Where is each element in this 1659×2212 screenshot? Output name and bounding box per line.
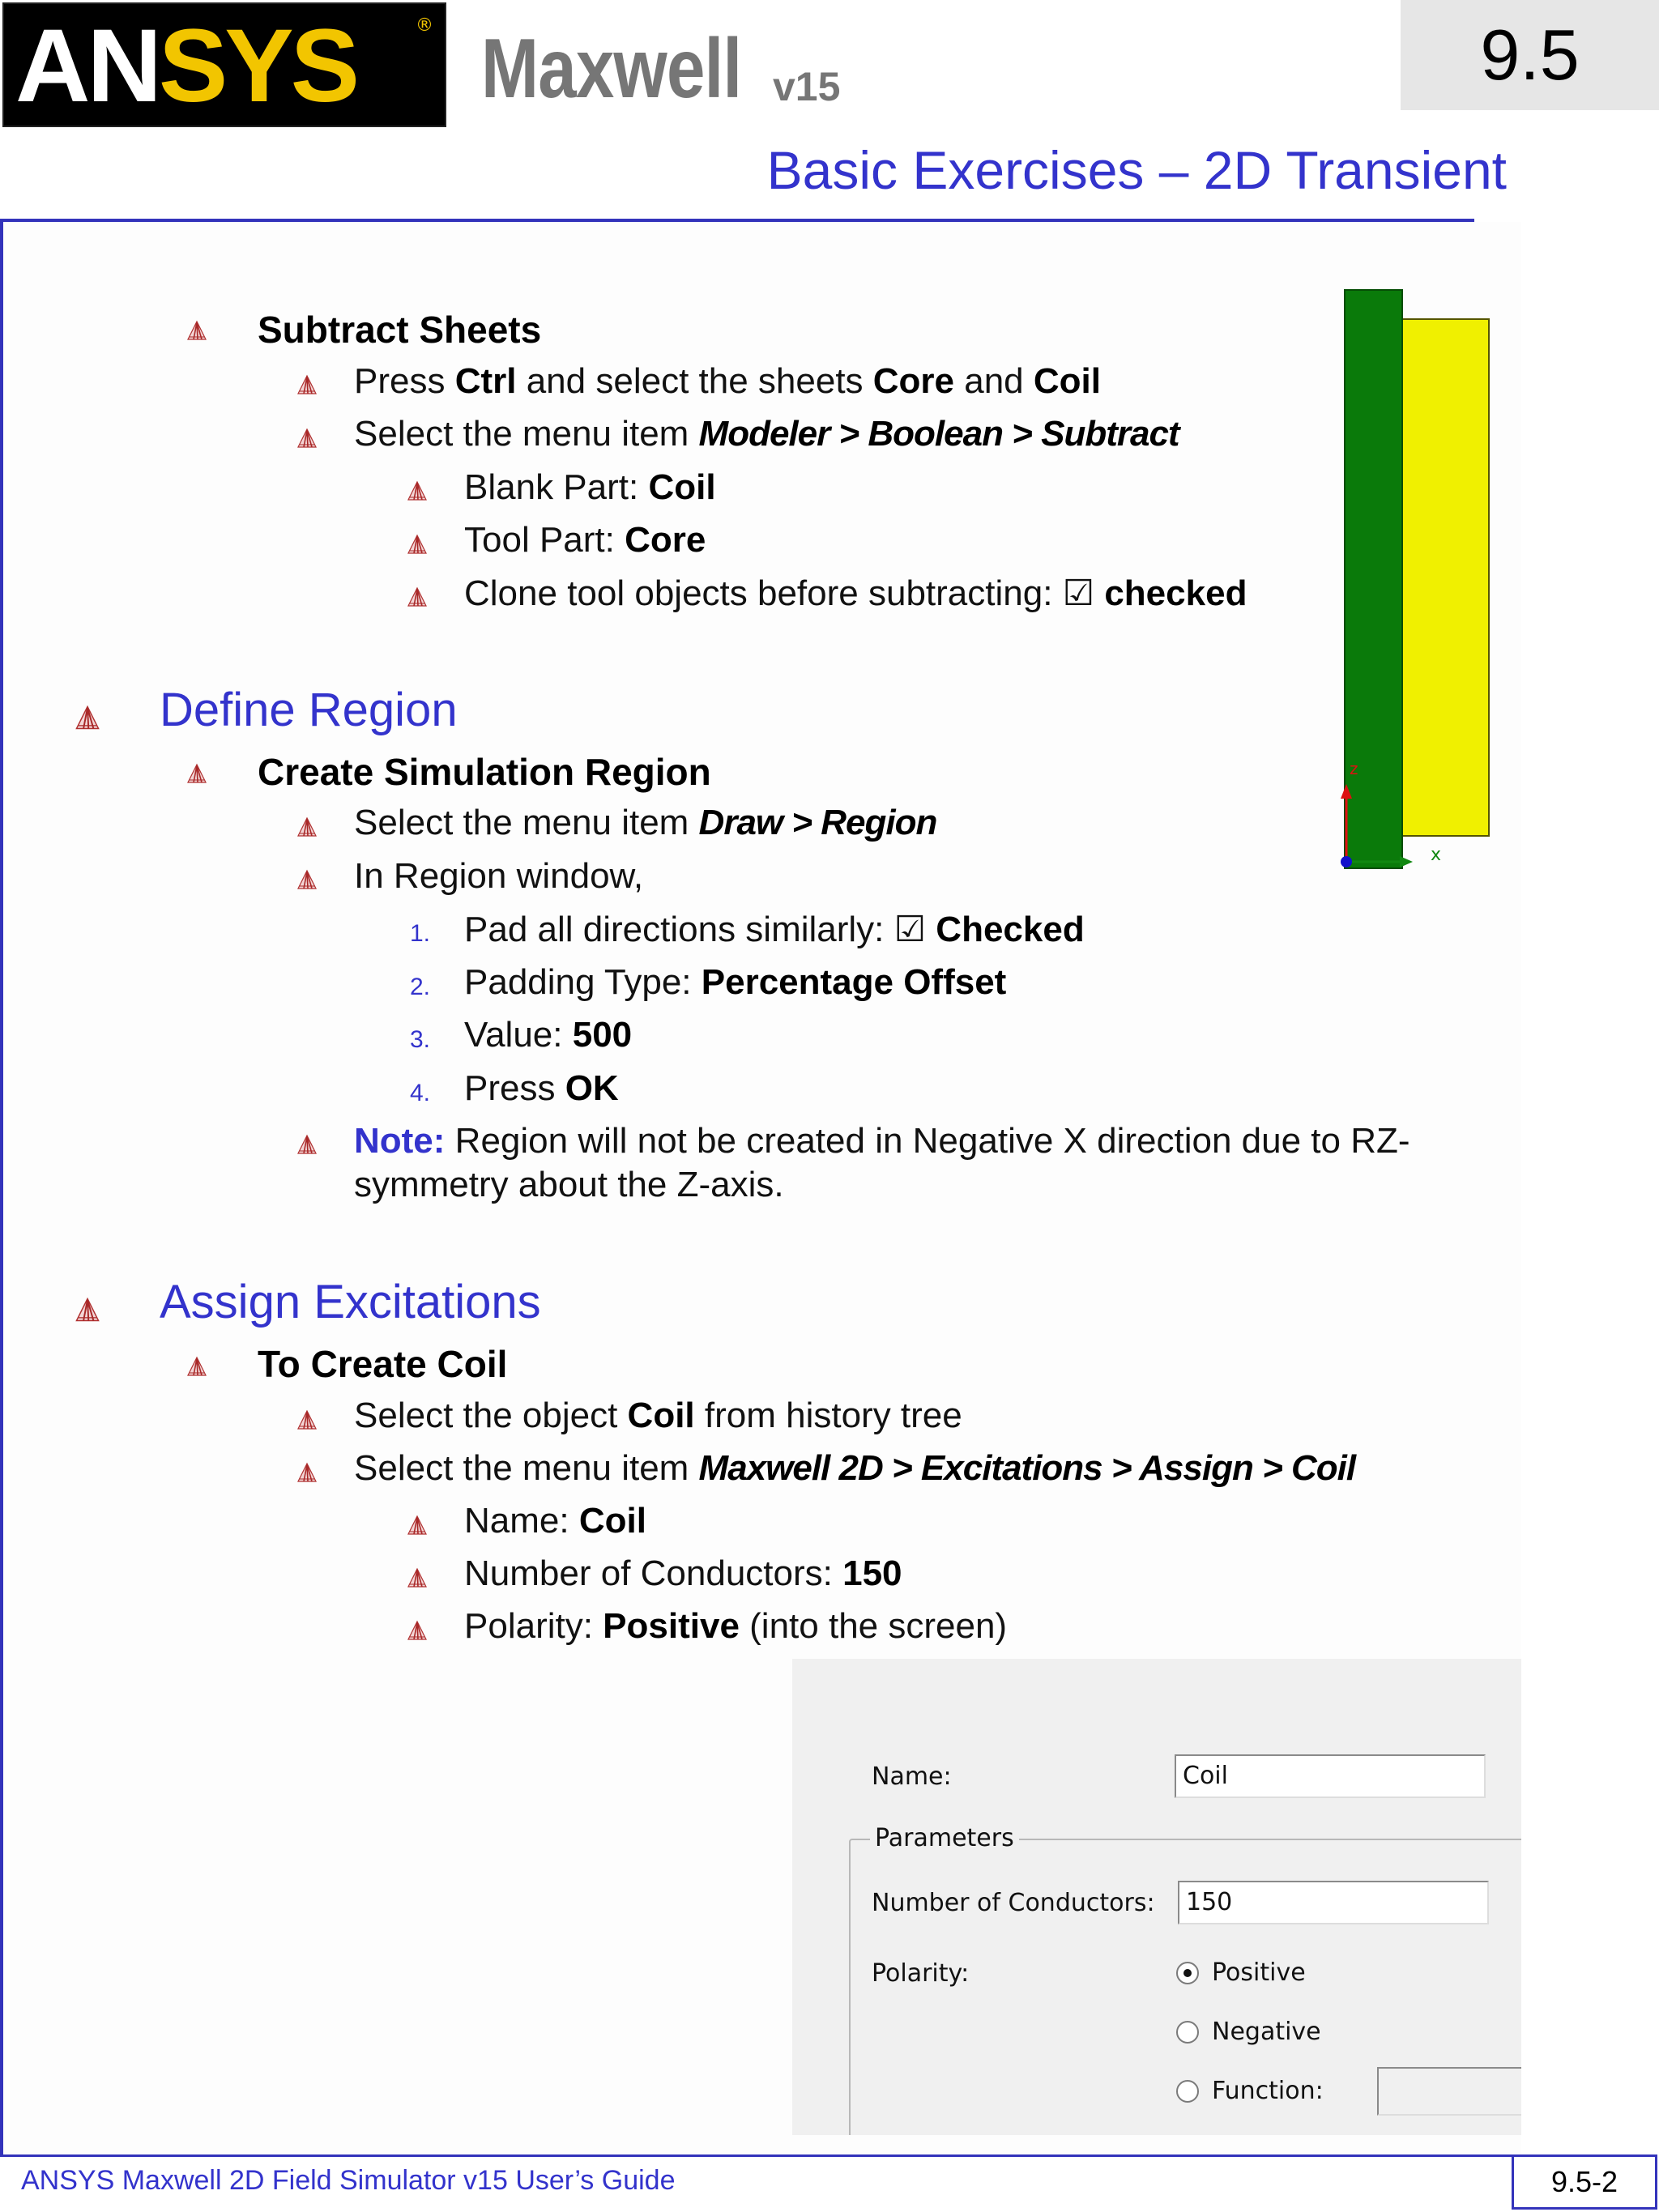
assign-excitations-title: Assign Excitations bbox=[160, 1276, 541, 1328]
select-coil-step: Select the object Coil from history tree bbox=[354, 1396, 962, 1435]
create-coil-heading: To Create Coil bbox=[258, 1343, 508, 1385]
z-axis-label: z bbox=[1350, 759, 1358, 778]
dialog-conductors-input[interactable]: 150 bbox=[1178, 1881, 1489, 1924]
origin-marker bbox=[1341, 856, 1352, 867]
bullet-icon bbox=[186, 1356, 207, 1377]
dialog-conductors-label: Number of Conductors: bbox=[872, 1889, 1155, 1917]
core-sheet bbox=[1345, 290, 1402, 868]
x-axis-label: x bbox=[1431, 845, 1442, 865]
function-input[interactable] bbox=[1377, 2067, 1521, 2116]
section-number-box bbox=[1401, 0, 1659, 110]
checkbox-icon: ☑ bbox=[1062, 573, 1095, 614]
coil-name: Name: Coil bbox=[464, 1501, 646, 1541]
radio-positive[interactable] bbox=[1176, 1962, 1199, 1984]
ansys-logo bbox=[2, 2, 446, 127]
radio-negative[interactable] bbox=[1176, 2021, 1199, 2044]
bullet-icon bbox=[407, 480, 428, 501]
page-number: 9.5-2 bbox=[1550, 2165, 1618, 2198]
footer-page-box bbox=[1512, 2154, 1657, 2210]
subtract-heading: Subtract Sheets bbox=[258, 309, 542, 351]
padding-type: Padding Type: Percentage Offset bbox=[464, 962, 1007, 1002]
checkbox-icon: ☑ bbox=[893, 909, 927, 950]
region-window-step: In Region window, bbox=[354, 856, 644, 896]
bullet-icon bbox=[407, 534, 428, 555]
product-version: v15 bbox=[773, 64, 841, 109]
bullet-icon bbox=[186, 320, 207, 341]
coil-excitation-dialog bbox=[792, 1659, 1521, 2135]
geometry-figure bbox=[1328, 283, 1491, 875]
bullet-icon bbox=[296, 816, 318, 837]
logo-wordmark: ANSYS bbox=[15, 8, 356, 124]
step-number: 1. bbox=[410, 920, 431, 947]
dialog-name-input[interactable]: Coil bbox=[1175, 1754, 1486, 1798]
coil-polarity: Polarity: Positive (into the screen) bbox=[464, 1606, 1008, 1646]
radio-positive-label[interactable]: Positive bbox=[1212, 1958, 1306, 1987]
assign-coil-menu-step: Select the menu item Maxwell 2D > Excitations > Assign > Coil bbox=[354, 1448, 1356, 1488]
section-number: 9.5 bbox=[1480, 15, 1580, 95]
number-of-conductors: Number of Conductors: 150 bbox=[464, 1554, 902, 1593]
bullet-icon bbox=[75, 1297, 100, 1323]
page-title: Basic Exercises – 2D Transient bbox=[766, 140, 1507, 200]
registered-mark: ® bbox=[416, 15, 433, 36]
bullet-icon bbox=[186, 763, 207, 784]
footer-guide-title: ANSYS Maxwell 2D Field Simulator v15 User’s Guide bbox=[21, 2165, 676, 2196]
define-region-title: Define Region bbox=[160, 684, 458, 736]
region-note: Note: Region will not be created in Negative X direction due to RZ- bbox=[354, 1121, 1410, 1161]
bullet-icon bbox=[407, 1620, 428, 1641]
step-number: 2. bbox=[410, 974, 431, 1000]
bullet-icon bbox=[407, 1515, 428, 1536]
parameters-group-label: Parameters bbox=[870, 1824, 1019, 1852]
bullet-icon bbox=[296, 1462, 318, 1483]
dialog-name-label: Name: bbox=[872, 1762, 952, 1791]
subtract-step-select-sheets: Press Ctrl and select the sheets Core and Coil bbox=[354, 361, 1101, 401]
radio-function-label[interactable]: Function: bbox=[1212, 2077, 1324, 2105]
dialog-polarity-label: Polarity: bbox=[872, 1959, 970, 1988]
tool-part: Tool Part: Core bbox=[464, 520, 706, 560]
radio-function[interactable] bbox=[1176, 2080, 1199, 2103]
create-region-heading: Create Simulation Region bbox=[258, 751, 711, 793]
padding-value: Value: 500 bbox=[464, 1015, 633, 1055]
bullet-icon bbox=[296, 1134, 318, 1155]
subtract-step-menu: Select the menu item Modeler > Boolean > Subtract bbox=[354, 414, 1179, 454]
bullet-icon bbox=[296, 374, 318, 395]
bullet-icon bbox=[296, 869, 318, 890]
bullet-icon bbox=[407, 1567, 428, 1588]
product-name: Maxwell v15 bbox=[481, 16, 799, 121]
step-number: 4. bbox=[410, 1080, 431, 1106]
blank-part: Blank Part: Coil bbox=[464, 467, 716, 507]
step-number: 3. bbox=[410, 1026, 431, 1053]
clone-tool-objects: Clone tool objects before subtracting: ☑ checked bbox=[464, 573, 1247, 614]
x-axis-arrow-icon bbox=[1400, 856, 1413, 867]
bullet-icon bbox=[75, 705, 100, 731]
radio-negative-label[interactable]: Negative bbox=[1212, 2018, 1321, 2046]
coil-sheet bbox=[1401, 319, 1489, 836]
bullet-icon bbox=[296, 1409, 318, 1430]
footer-rule bbox=[0, 2154, 1513, 2157]
bullet-icon bbox=[407, 586, 428, 607]
pad-all-directions: Pad all directions similarly: ☑ Checked bbox=[464, 909, 1085, 950]
press-ok: Press OK bbox=[464, 1068, 619, 1108]
bullet-icon bbox=[296, 428, 318, 449]
region-step-menu: Select the menu item Draw > Region bbox=[354, 803, 937, 842]
region-note-continued: symmetry about the Z-axis. bbox=[354, 1165, 784, 1204]
